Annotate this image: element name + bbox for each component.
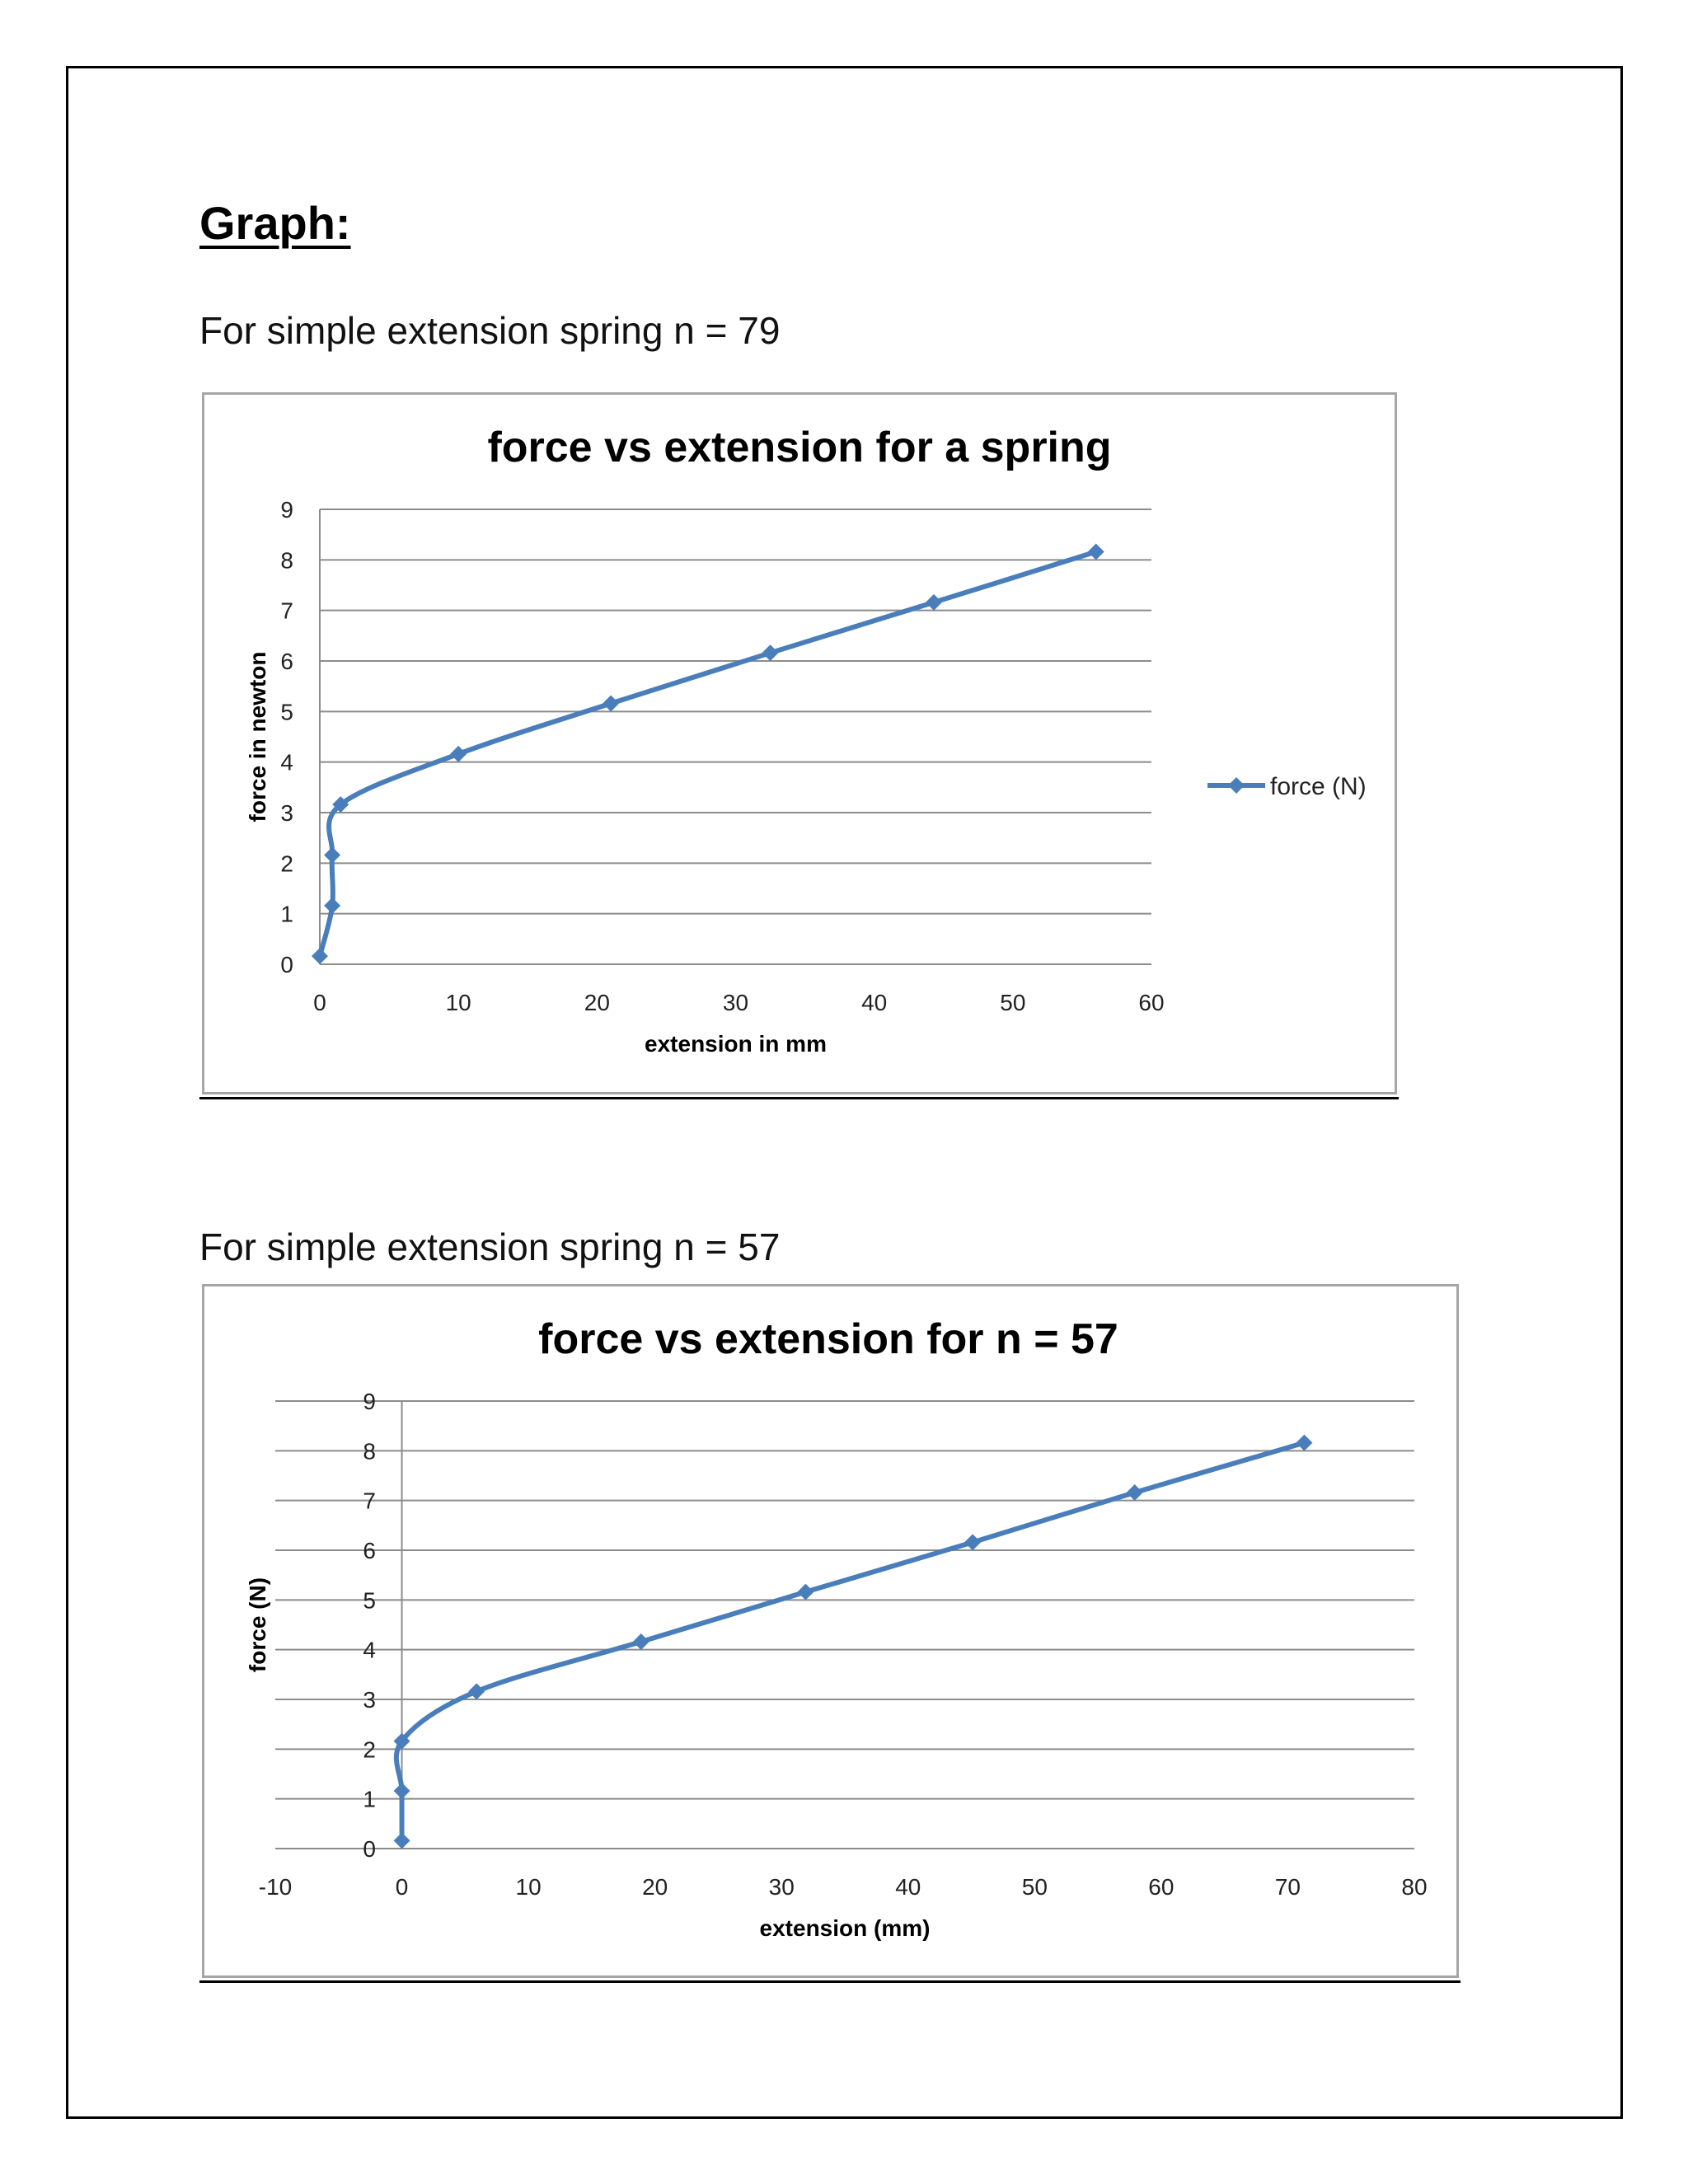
chart-1-data-point	[1088, 544, 1104, 560]
chart-1-y-tick-label: 5	[280, 699, 293, 725]
chart-2-data-point	[468, 1683, 485, 1699]
chart-1-y-tick-label: 4	[280, 749, 293, 776]
chart-2-data-point	[1127, 1484, 1143, 1501]
chart-2-x-tick-label: 70	[1274, 1874, 1301, 1900]
chart-2-y-tick-label: 2	[363, 1736, 376, 1763]
chart-2-y-tick-label: 9	[363, 1389, 376, 1414]
chart-2-y-axis-label: force (N)	[245, 1577, 270, 1673]
chart-2-x-tick-label: 30	[768, 1874, 795, 1900]
chart-1-x-tick-label: 0	[313, 990, 326, 1015]
chart-1-data-point	[324, 898, 340, 914]
chart-1-x-tick-label: 10	[445, 990, 471, 1015]
chart-1-series-line	[320, 552, 1096, 957]
chart-1-x-tick-label: 20	[584, 990, 610, 1015]
chart-2-data-point	[1296, 1435, 1312, 1451]
chart-2-y-tick-label: 5	[363, 1587, 376, 1614]
chart-1-y-axis-label: force in newton	[245, 651, 270, 823]
chart-1-x-tick-label: 40	[861, 990, 888, 1015]
chart-2-x-tick-label: 20	[642, 1874, 668, 1900]
chart-2-title: force vs extension for n = 57	[538, 1315, 1118, 1363]
chart-2-data-point	[394, 1832, 410, 1849]
chart-1-data-point	[450, 746, 467, 762]
chart-1-y-tick-label: 1	[280, 901, 293, 927]
chart-1-x-tick-label: 30	[722, 990, 749, 1015]
chart-1-data-point	[324, 847, 340, 864]
chart-2-y-tick-label: 0	[363, 1836, 376, 1862]
chart-2-data-point	[394, 1783, 410, 1799]
chart-1-x-axis-label: extension in mm	[645, 1031, 827, 1057]
page-heading: Graph:	[199, 197, 351, 249]
chart-1-legend-label: force (N)	[1270, 773, 1367, 800]
chart-2-y-tick-label: 3	[363, 1687, 376, 1713]
chart-2-y-tick-label: 4	[363, 1637, 376, 1663]
chart-2-y-tick-label: 7	[363, 1488, 376, 1514]
chart-1	[245, 424, 1367, 1057]
chart-1-x-tick-label: 60	[1138, 990, 1165, 1015]
chart-2-series-line	[396, 1443, 1305, 1841]
chart-2-data-point	[964, 1534, 981, 1550]
chart-1-y-tick-label: 8	[280, 547, 293, 574]
chart-2-y-tick-label: 8	[363, 1438, 376, 1465]
chart-2-caption: For simple extension spring n = 57	[199, 1226, 781, 1268]
chart-2-y-tick-label: 1	[363, 1786, 376, 1812]
chart-1-caption: For simple extension spring n = 79	[199, 309, 781, 352]
chart-1-y-tick-label: 7	[280, 598, 293, 624]
chart-2-x-tick-label: 80	[1401, 1874, 1428, 1900]
chart-2-x-tick-label: 0	[395, 1874, 409, 1900]
chart-2-x-tick-label: 60	[1148, 1874, 1175, 1900]
chart-1-data-point	[312, 948, 328, 964]
chart-2-x-tick-label: 50	[1021, 1874, 1048, 1900]
chart-1-y-tick-label: 6	[280, 649, 293, 674]
chart-1-y-tick-label: 0	[280, 952, 293, 977]
chart-1-y-tick-label: 2	[280, 851, 293, 877]
chart-1-x-tick-label: 50	[1000, 990, 1026, 1015]
chart-1-legend-marker	[1228, 777, 1245, 794]
chart-1-data-point	[603, 696, 619, 712]
chart-1-data-point	[926, 594, 942, 611]
chart-1-title: force vs extension for a spring	[487, 424, 1112, 471]
chart-2-data-point	[633, 1633, 649, 1650]
chart-2-x-tick-label: -10	[258, 1874, 293, 1900]
chart-2-x-tick-label: 40	[895, 1874, 921, 1900]
chart-2	[245, 1315, 1428, 1941]
chart-2-x-axis-label: extension (mm)	[759, 1915, 931, 1941]
chart-2-data-point	[797, 1584, 814, 1601]
chart-2-y-tick-label: 6	[363, 1538, 376, 1563]
chart-1-data-point	[762, 644, 779, 661]
chart-2-x-tick-label: 10	[515, 1874, 542, 1900]
chart-1-y-tick-label: 3	[280, 800, 293, 826]
chart-1-y-tick-label: 9	[280, 497, 293, 523]
